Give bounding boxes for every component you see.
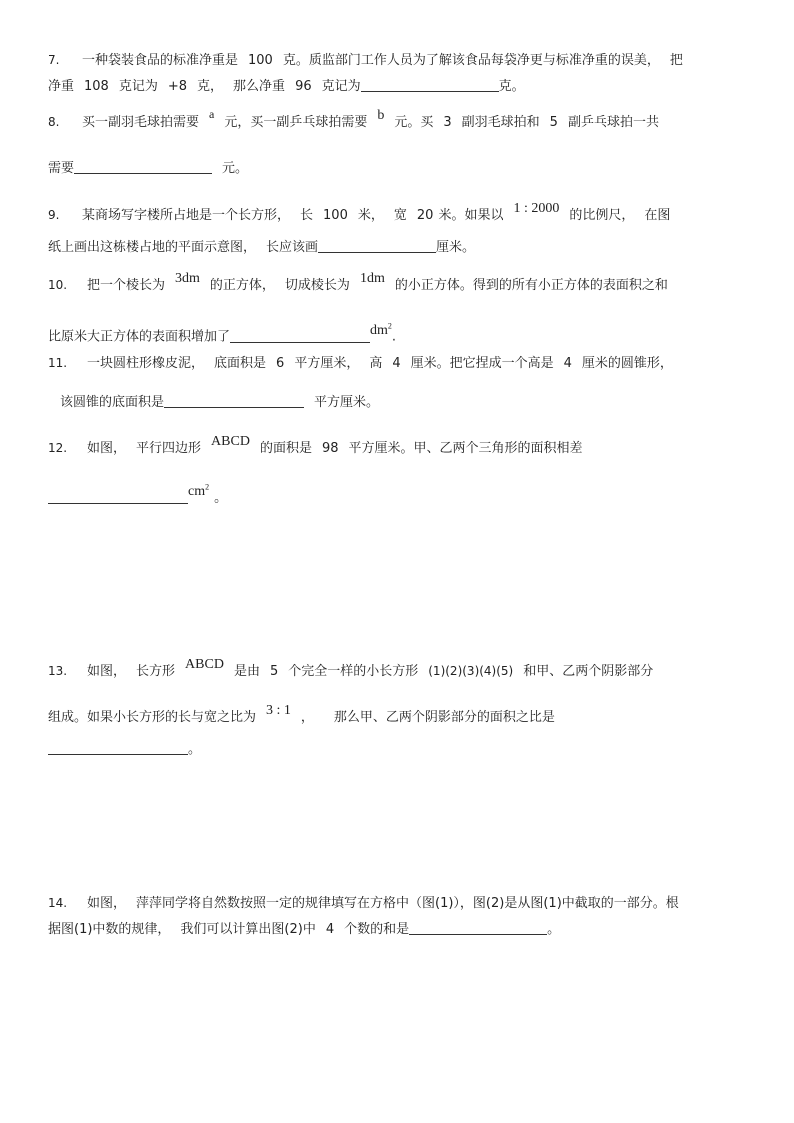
q11-line-1: 11. 一块圆柱形橡皮泥， 底面积是 6 平方厘米， 高 4 厘米。把它捏成一个高是 4 厘米的圆锥形，	[48, 356, 673, 371]
question-number: 11.	[48, 356, 68, 370]
q12-line-2: $cm^2$。	[48, 486, 227, 507]
q13-line-2: 组成。如果小长方形的长与宽之比为 3 : 1 ， 那么甲、乙两个阴影部分的面积之比是	[48, 703, 555, 725]
q10-line-1: 10. 把一个棱长为 3dm 的正方体， 切成棱长为 1dm 的小正方体。得到的所有小正方体的表面积之和	[48, 271, 668, 293]
answer-blank[interactable]	[409, 920, 547, 935]
q7-line-1: 7. 一种袋装食品的标准净重是 100 克。质监部门工作人员为了解该食品每袋净更与标准净重的误美， 把	[48, 53, 683, 68]
question-number: 13.	[48, 664, 68, 678]
question-number: 14.	[48, 896, 68, 910]
question-number: 7.	[48, 53, 60, 67]
q9-line-1: 9. 某商场写字楼所占地是一个长方形， 长 100 米， 宽 20 米。如果以 1 : 2000 的比例尺， 在图	[48, 201, 671, 223]
q13-line-1: 13. 如图， 长方形 ABCD 是由 5 个完全一样的小长方形 (1)(2)(3)(4)(5) 和甲、乙两个阴影部分	[48, 657, 654, 679]
q8-line-1: 8. 买一副羽毛球拍需要a元，买一副乒乓球拍需要 b 元。买 3 副羽毛球拍和 5 副乒乓球拍一共	[48, 107, 659, 130]
question-number: 8.	[48, 115, 60, 129]
q9-line-2: 纸上画出这栋楼占地的平面示意图， 长应该画 厘米。	[48, 240, 476, 255]
question-number: 9.	[48, 208, 60, 222]
q7-line-2: 净重 108 克记为 +8 克， 那么净重 96 克记为 克。	[48, 79, 525, 94]
answer-blank[interactable]	[361, 77, 499, 92]
answer-blank[interactable]	[48, 740, 188, 755]
question-number: 10.	[48, 278, 68, 292]
q11-line-2: 该圆锥的底面积是 平方厘米。	[60, 395, 380, 410]
answer-blank[interactable]	[48, 489, 188, 504]
answer-blank[interactable]	[74, 159, 212, 174]
q14-line-1: 14. 如图， 萍萍同学将自然数按照一定的规律填写在方格中（图(1)），图(2)是从图(1)中截取的一部分。根	[48, 896, 679, 911]
q10-line-2: 比原米大正方体的表面积增加了 $dm^2$.	[48, 321, 397, 345]
answer-blank[interactable]	[164, 393, 304, 408]
q12-line-1: 12. 如图， 平行四边形 ABCD 的面积是 98 平方厘米。甲、乙两个三角形的面积相差	[48, 434, 583, 456]
answer-blank[interactable]	[318, 238, 436, 253]
question-number: 12.	[48, 441, 68, 455]
q8-line-2: 需要 元。	[48, 161, 249, 176]
q13-line-3: 。	[48, 740, 201, 758]
q14-line-2: 据图(1)中数的规律， 我们可以计算出图(2)中 4 个数的和是 。	[48, 922, 561, 937]
answer-blank[interactable]	[230, 328, 370, 343]
